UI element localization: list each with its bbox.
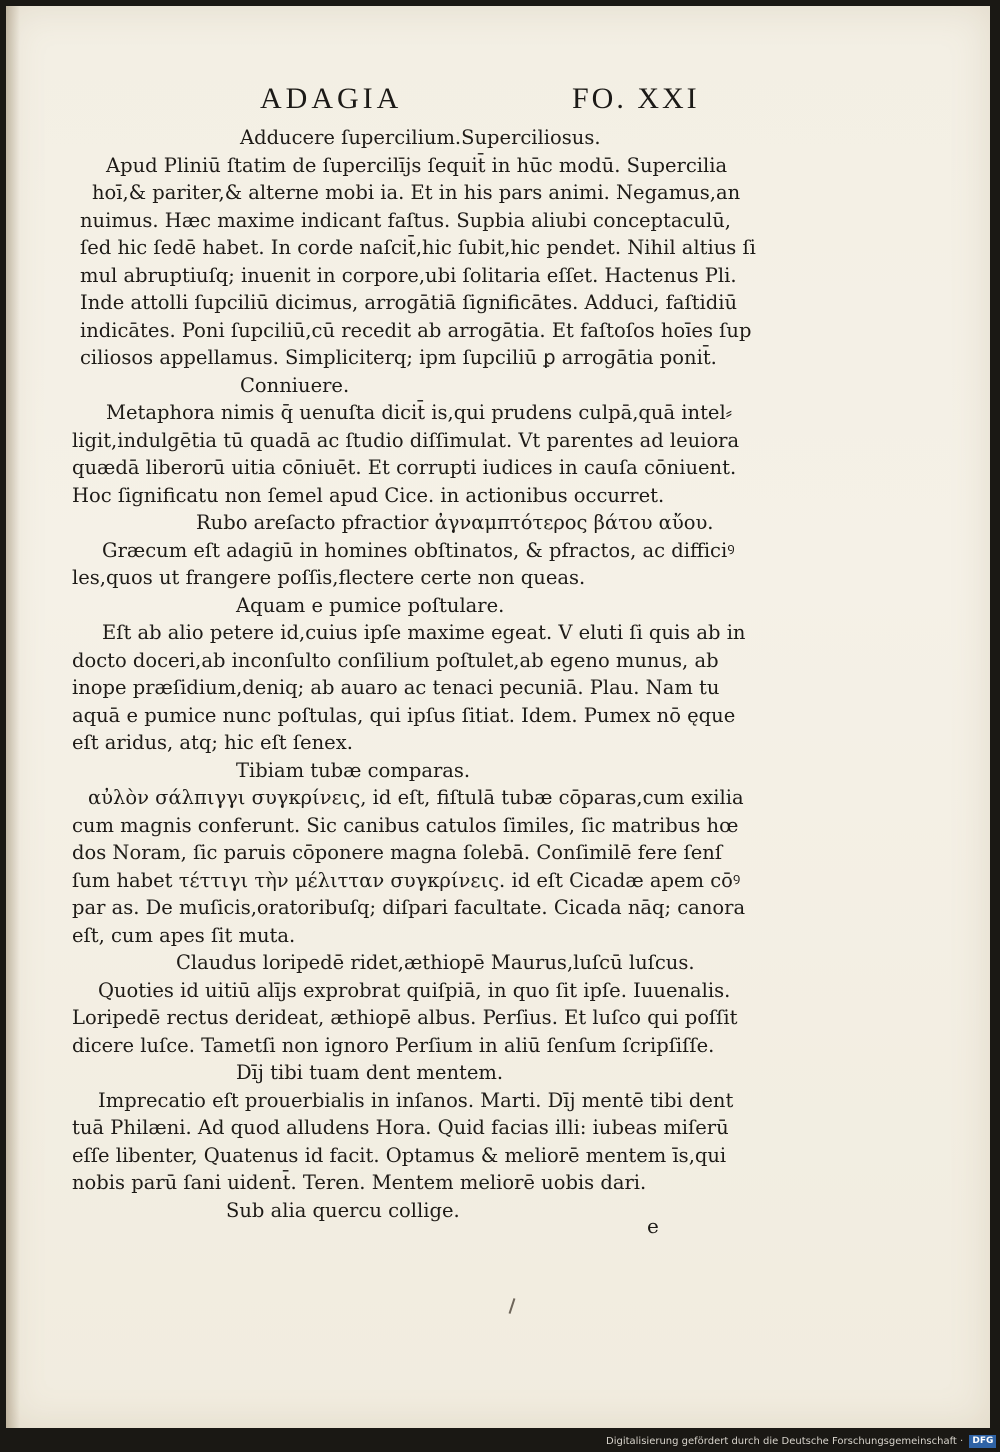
- text-line: eſt, cum apes ſit muta.: [72, 923, 296, 947]
- text-line: docto doceri,ab inconſulto conſilium poſtulet,ab egeno munus, ab: [72, 648, 719, 672]
- text-line: αὐλὸν σάλπιγγι συγκρίνεις, id eſt, fiſtulā tubæ cōparas,cum exilia: [88, 786, 744, 809]
- text-line: inope præſidium,deniq; ab auaro ac tenaci pecuniā. Plau. Nam tu: [72, 676, 720, 699]
- text-line: Eſt ab alio petere id,cuius ipſe maxime egeat. V eluti ſi quis ab in: [102, 621, 746, 644]
- page-body: [72, 124, 772, 1224]
- text-line: cum magnis conferunt. Sic canibus catulos ſimiles, ſic matribus hœ: [72, 813, 739, 837]
- text-line: ſum habet τέττιγι τὴν μέλιτταν συγκρίνεις. id eſt Cicadæ apem cōꝰ: [72, 868, 741, 892]
- text-line: ſed hic ſedē habet. In corde naſcit̄,hic ſubit,hic pendet. Nihil altius ſi: [80, 236, 756, 259]
- text-line: Hoc ſignificatu non ſemel apud Cice. in actionibus occurret.: [72, 483, 665, 507]
- text-line: Imprecatio eſt prouerbialis in inſanos. Marti. Dīj mentē tibi dent: [98, 1088, 734, 1112]
- text-line: eſſe libenter, Quatenus id facit. Optamus & meliorē mentem īs,qui: [72, 1143, 727, 1167]
- text-line: Græcum eſt adagiū in homines obſtinatos, & pfractos, ac difficiꝰ: [102, 538, 735, 562]
- adage-heading: Dīj tibi tuam dent mentem.: [236, 1061, 504, 1084]
- text-line: quædā liberorū uitia cōniuēt. Et corrupti iudices in cauſa cōniuent.: [72, 456, 737, 479]
- book-page: [6, 6, 990, 1428]
- text-line: les,quos ut frangere poſſis,flectere certe non queas.: [72, 566, 586, 589]
- text-line: ligit,indulgētia tū quadā ac ſtudio diſſimulat. Vt parentes ad leuiora: [72, 428, 740, 452]
- running-title: ADAGIA: [260, 82, 403, 115]
- adage-heading: Sub alia quercu collige.: [226, 1198, 460, 1222]
- dfg-footer: [606, 1434, 996, 1450]
- page-gutter-shadow: [6, 6, 20, 1428]
- text-line: dos Noram, ſic paruis cōponere magna ſolebā. Conſimilē fere ſenſ: [72, 841, 723, 864]
- adage-heading: Aquam e pumice poſtulare.: [236, 593, 505, 617]
- text-line: par as. De muſicis,oratoribuſq; diſpari facultate. Cicada nāq; canora: [72, 896, 746, 919]
- ink-mark: [509, 1298, 516, 1314]
- adage-heading: Claudus loripedē ridet,æthiopē Maurus,luſcū luſcus.: [176, 951, 695, 974]
- text-line: Metaphora nimis q̄ uenuſta dicit̄ is,qui prudens culpā,quā intel⸗: [106, 401, 733, 424]
- text-line: ciliosos appellamus. Simpliciterq; ipm ſupciliū ꝑ arrogātia ponit̄.: [80, 346, 717, 369]
- text-line: nobis parū ſani uident̄. Teren. Mentem meliorē uobis dari.: [72, 1171, 647, 1194]
- text-line: eſt aridus, atq; hic eſt ſenex.: [72, 731, 353, 754]
- text-line: mul abruptiuſq; inuenit in corpore,ubi ſolitaria eſſet. Hactenus Pli.: [80, 263, 737, 287]
- funding-notice: Digitalisierung gefördert durch die Deutsche Forschungsgemeinschaft ·: [606, 1436, 964, 1447]
- text-line: indicātes. Poni ſupciliū,cū recedit ab arrogātia. Et faſtoſos hoīes ſup: [80, 318, 752, 342]
- text-line: Apud Pliniū ſtatim de ſupercilījs ſequit̄ in hūc modū. Supercilia: [106, 153, 728, 177]
- adage-heading: Adducere ſupercilium.Superciliosus.: [240, 126, 601, 149]
- catchword: e: [647, 1214, 659, 1238]
- folio-number: FO. XXI: [572, 82, 700, 115]
- page-header: [6, 82, 990, 122]
- text-line: aquā e pumice nunc poſtulas, qui ipſus ſitiat. Idem. Pumex nō ęque: [72, 703, 736, 727]
- text-line: hoī,& pariter,& alterne mobi ia. Et in his pars animi. Negamus,an: [92, 181, 741, 204]
- adage-heading: Tibiam tubæ comparas.: [236, 758, 471, 782]
- text-line: tuā Philæni. Ad quod alludens Hora. Quid facias illi: iubeas miſerū: [72, 1116, 729, 1139]
- text-line: dicere luſce. Tametſi non ignoro Perſium in aliū ſenſum ſcripſiſſe.: [72, 1033, 715, 1057]
- text-line: Inde attolli ſupciliū dicimus, arrogātiā ſignificātes. Adduci, faſtidiū: [80, 291, 738, 314]
- text-line: Loripedē rectus derideat, æthiopē albus. Perſius. Et luſco qui poſſit: [72, 1006, 738, 1029]
- text-line: nuimus. Hæc maxime indicant faſtus. Supbia aliubi conceptaculū,: [80, 208, 731, 232]
- adage-heading: Conniuere.: [240, 373, 350, 397]
- text-line: Quoties id uitiū alījs exprobrat quiſpiā, in quo ſit ipſe. Iuuenalis.: [98, 978, 731, 1002]
- dfg-logo: DFG: [969, 1435, 996, 1448]
- adage-heading: Rubo areſacto pfractior ἀγναμπτότερος βάτου αὔου.: [196, 511, 714, 534]
